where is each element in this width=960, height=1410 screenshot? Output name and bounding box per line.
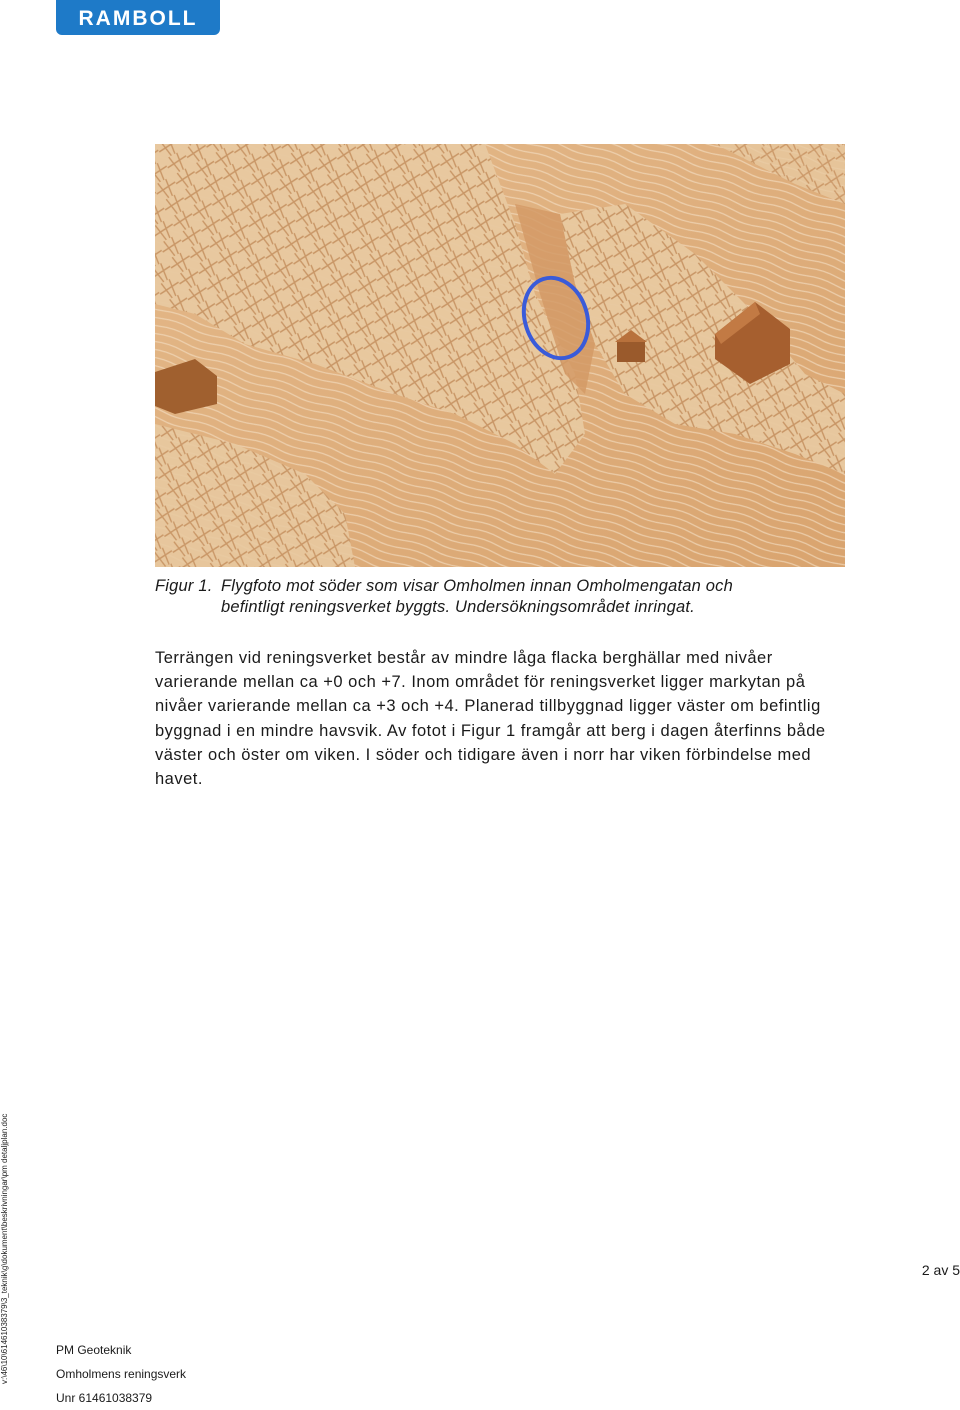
figure-caption: [155, 576, 845, 618]
caption-line-1: Flygfoto mot söder som visar Omholmen innan Omholmengatan och: [221, 577, 734, 595]
logo-text: RAMBOLL: [78, 6, 198, 30]
caption-number: Figur 1.: [155, 577, 213, 595]
ramboll-logo: [56, 0, 220, 35]
page-number: 2 av 5: [921, 1262, 960, 1278]
body-paragraph: Terrängen vid reningsverket består av mindre låga flacka berghällar med nivåer varierande mellan ca +0 och +7. Inom området för reningsverket ligger markytan på nivåer varierande mellan ca +3 och +4. Planerad tillbyggnad ligger väster om befintlig byggnad i en mindre havsvik. Av fotot i Figur 1 framgår att berg i dagen återfinns både väster och öster om viken. I söder och tidigare även i norr har viken förbindelse med havet.: [155, 649, 826, 789]
document-path: v:\46\10\61461038379\3_teknik\g\dokument\beskrivningar\pm detaljplan.doc: [0, 1113, 9, 1384]
footer: [56, 1338, 186, 1410]
caption-line-2: befintligt reningsverket byggts. Undersökningsområdet inringat.: [221, 598, 695, 616]
footer-doc-type: PM Geoteknik: [56, 1343, 132, 1357]
footer-project: Omholmens reningsverk: [56, 1367, 187, 1381]
footer-unr: Unr 61461038379: [56, 1391, 153, 1405]
aerial-photo: [155, 144, 845, 567]
